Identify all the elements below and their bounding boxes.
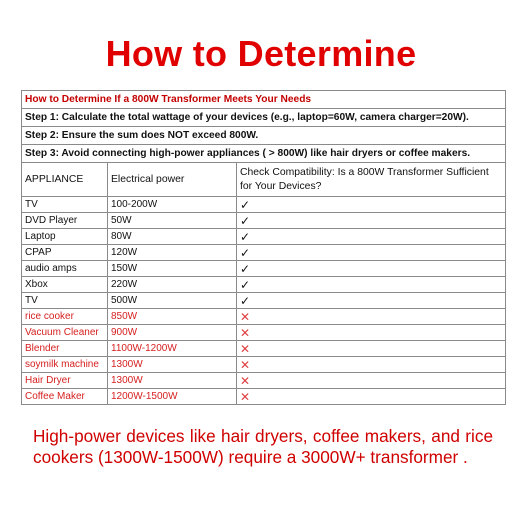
power-cell: 150W — [108, 261, 237, 277]
power-cell: 500W — [108, 293, 237, 309]
power-cell: 220W — [108, 277, 237, 293]
power-cell: 1200W-1500W — [108, 389, 237, 405]
table-title-row — [22, 91, 506, 109]
header-power: Electrical power — [108, 163, 237, 197]
cross-icon: ✕ — [240, 389, 251, 404]
table-row — [22, 213, 506, 229]
compatibility-table-container — [21, 90, 505, 405]
compatibility-cell — [237, 245, 506, 261]
compatibility-cell — [237, 325, 506, 341]
page-title: How to Determine — [105, 33, 417, 74]
compatibility-table — [21, 90, 506, 405]
appliance-cell: Laptop — [22, 229, 108, 245]
table-row — [22, 373, 506, 389]
table-row — [22, 309, 506, 325]
table-row — [22, 197, 506, 213]
appliance-cell: soymilk machine — [22, 357, 108, 373]
power-cell: 900W — [108, 325, 237, 341]
power-cell: 1300W — [108, 357, 237, 373]
appliance-cell: Vacuum Cleaner — [22, 325, 108, 341]
appliance-cell: TV — [22, 197, 108, 213]
header-appliance: APPLIANCE — [22, 163, 108, 197]
table-title: How to Determine If a 800W Transformer Meets Your Needs — [22, 91, 506, 109]
step-row — [22, 127, 506, 145]
check-icon: ✓ — [240, 197, 251, 212]
table-row — [22, 277, 506, 293]
cross-icon: ✕ — [240, 309, 251, 324]
step-1: Step 1: Calculate the total wattage of your devices (e.g., laptop=60W, camera charger=20W). — [22, 109, 506, 127]
step-row — [22, 145, 506, 163]
header-row — [22, 163, 506, 197]
power-cell: 100-200W — [108, 197, 237, 213]
check-icon: ✓ — [240, 277, 251, 292]
appliance-cell: Blender — [22, 341, 108, 357]
power-cell: 850W — [108, 309, 237, 325]
step-row — [22, 109, 506, 127]
compatibility-cell — [237, 357, 506, 373]
cross-icon: ✕ — [240, 325, 251, 340]
check-icon: ✓ — [240, 245, 251, 260]
table-row — [22, 293, 506, 309]
step-3: Step 3: Avoid connecting high-power appliances ( > 800W) like hair dryers or coffee makers. — [22, 145, 506, 163]
table-row — [22, 245, 506, 261]
compatibility-cell — [237, 213, 506, 229]
appliance-cell: DVD Player — [22, 213, 108, 229]
compatibility-cell — [237, 277, 506, 293]
appliance-cell: Hair Dryer — [22, 373, 108, 389]
appliance-cell: CPAP — [22, 245, 108, 261]
appliance-cell: Coffee Maker — [22, 389, 108, 405]
header-compatibility: Check Compatibility: Is a 800W Transformer Sufficient for Your Devices? — [237, 163, 506, 197]
power-cell: 1300W — [108, 373, 237, 389]
table-row — [22, 325, 506, 341]
table-row — [22, 341, 506, 357]
table-row — [22, 261, 506, 277]
appliance-cell: rice cooker — [22, 309, 108, 325]
compatibility-cell — [237, 261, 506, 277]
table-row — [22, 357, 506, 373]
compatibility-cell — [237, 389, 506, 405]
step-2: Step 2: Ensure the sum does NOT exceed 800W. — [22, 127, 506, 145]
table-row — [22, 389, 506, 405]
check-icon: ✓ — [240, 229, 251, 244]
appliance-cell: audio amps — [22, 261, 108, 277]
compatibility-cell — [237, 229, 506, 245]
power-cell: 80W — [108, 229, 237, 245]
compatibility-cell — [237, 341, 506, 357]
check-icon: ✓ — [240, 261, 251, 276]
cross-icon: ✕ — [240, 341, 251, 356]
compatibility-cell — [237, 197, 506, 213]
check-icon: ✓ — [240, 293, 251, 308]
compatibility-cell — [237, 293, 506, 309]
compatibility-cell — [237, 309, 506, 325]
power-cell: 1100W-1200W — [108, 341, 237, 357]
cross-icon: ✕ — [240, 373, 251, 388]
cross-icon: ✕ — [240, 357, 251, 372]
compatibility-cell — [237, 373, 506, 389]
bottom-note: High-power devices like hair dryers, coffee makers, and rice cookers (1300W-1500W) require a 3000W+ transformer . — [33, 426, 493, 467]
appliance-cell: Xbox — [22, 277, 108, 293]
table-row — [22, 229, 506, 245]
check-icon: ✓ — [240, 213, 251, 228]
power-cell: 120W — [108, 245, 237, 261]
appliance-cell: TV — [22, 293, 108, 309]
power-cell: 50W — [108, 213, 237, 229]
